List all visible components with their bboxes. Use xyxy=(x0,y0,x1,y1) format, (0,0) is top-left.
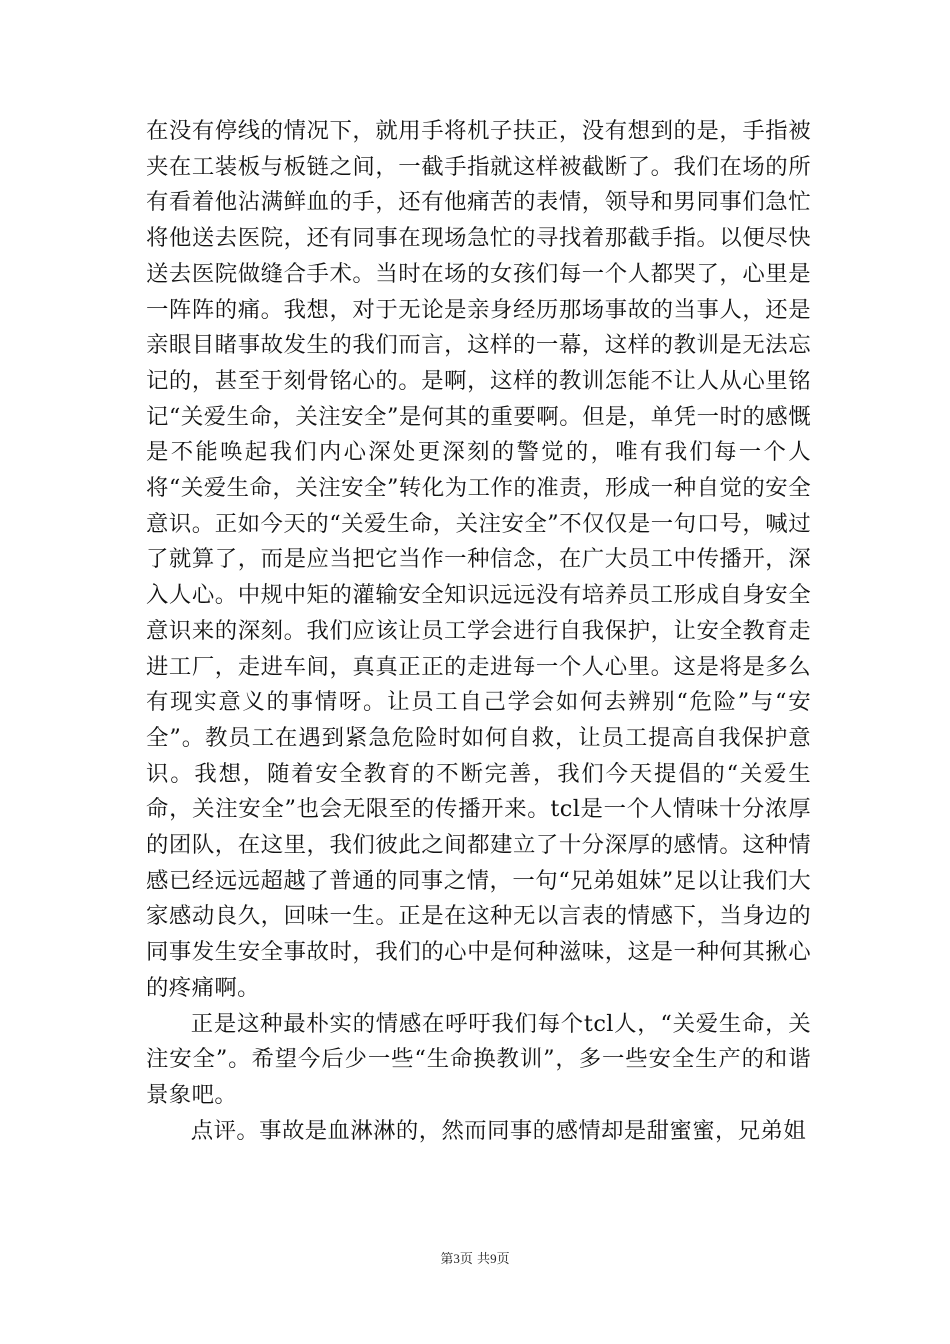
footer-total-pages: 9 xyxy=(490,1251,497,1266)
document-body xyxy=(146,114,811,1149)
body-paragraph-2: 正是这种最朴实的情感在呼吁我们每个tcl人，“关爱生命，关注安全”。希望今后少一些“生命换教训”，多一些安全生产的和谐景象吧。 xyxy=(146,1010,811,1108)
footer-prefix: 第 xyxy=(440,1252,454,1267)
footer-middle: 页 共 xyxy=(459,1252,491,1267)
body-paragraph-3: 点评。事故是血淋淋的，然而同事的感情却是甜蜜蜜，兄弟姐 xyxy=(190,1117,807,1144)
footer-suffix: 页 xyxy=(496,1252,510,1267)
body-paragraph-1: 在没有停线的情况下，就用手将机子扶正，没有想到的是，手指被夹在工装板与板链之间，一截手指就这样被截断了。我们在场的所有看着他沾满鲜血的手，还有他痛苦的表情，领导和男同事们急忙将他送去医院，还有同事在现场急忙的寻找着那截手指。以便尽快送去医院做缝合手术。当时在场的女孩们每一个人都哭了，心里是一阵阵的痛。我想，对于无论是亲身经历那场事故的当事人，还是亲眼目睹事故发生的我们而言，这样的一幕，这样的教训是无法忘记的，甚至于刻骨铭心的。是啊，这样的教训怎能不让人从心里铭记“关爱生命，关注安全”是何其的重要啊。但是，单凭一时的感慨是不能唤起我们内心深处更深刻的警觉的，唯有我们每一个人将“关爱生命，关注安全”转化为工作的准责，形成一种自觉的安全意识。正如今天的“关爱生命，关注安全”不仅仅是一句口号，喊过了就算了，而是应当把它当作一种信念，在广大员工中传播开，深入人心。中规中矩的灌输安全知识远远没有培养员工形成自身安全意识来的深刻。我们应该让员工学会进行自我保护，让安全教育走进工厂，走进车间，真真正正的走进每一个人心里。这是将是多么有现实意义的事情呀。让员工自己学会如何去辨别“危险”与“安全”。教员工在遇到紧急危险时如何自救，让员工提高自我保护意识。我想，随着安全教育的不断完善，我们今天提倡的“关爱生命，关注安全”也会无限至的传播开来。tcl是一个人情味十分浓厚的团队，在这里，我们彼此之间都建立了十分深厚的感情。这种情感已经远远超越了普通的同事之情，一句“兄弟姐妹”足以让我们大家感动良久，回味一生。正是在这种无以言表的情感下，当身边的同事发生安全事故时，我们的心中是何种滋味，这是一种何其揪心的疼痛啊。 xyxy=(146,118,811,1001)
footer-current-page: 3 xyxy=(453,1251,460,1266)
page-footer xyxy=(0,1248,950,1267)
